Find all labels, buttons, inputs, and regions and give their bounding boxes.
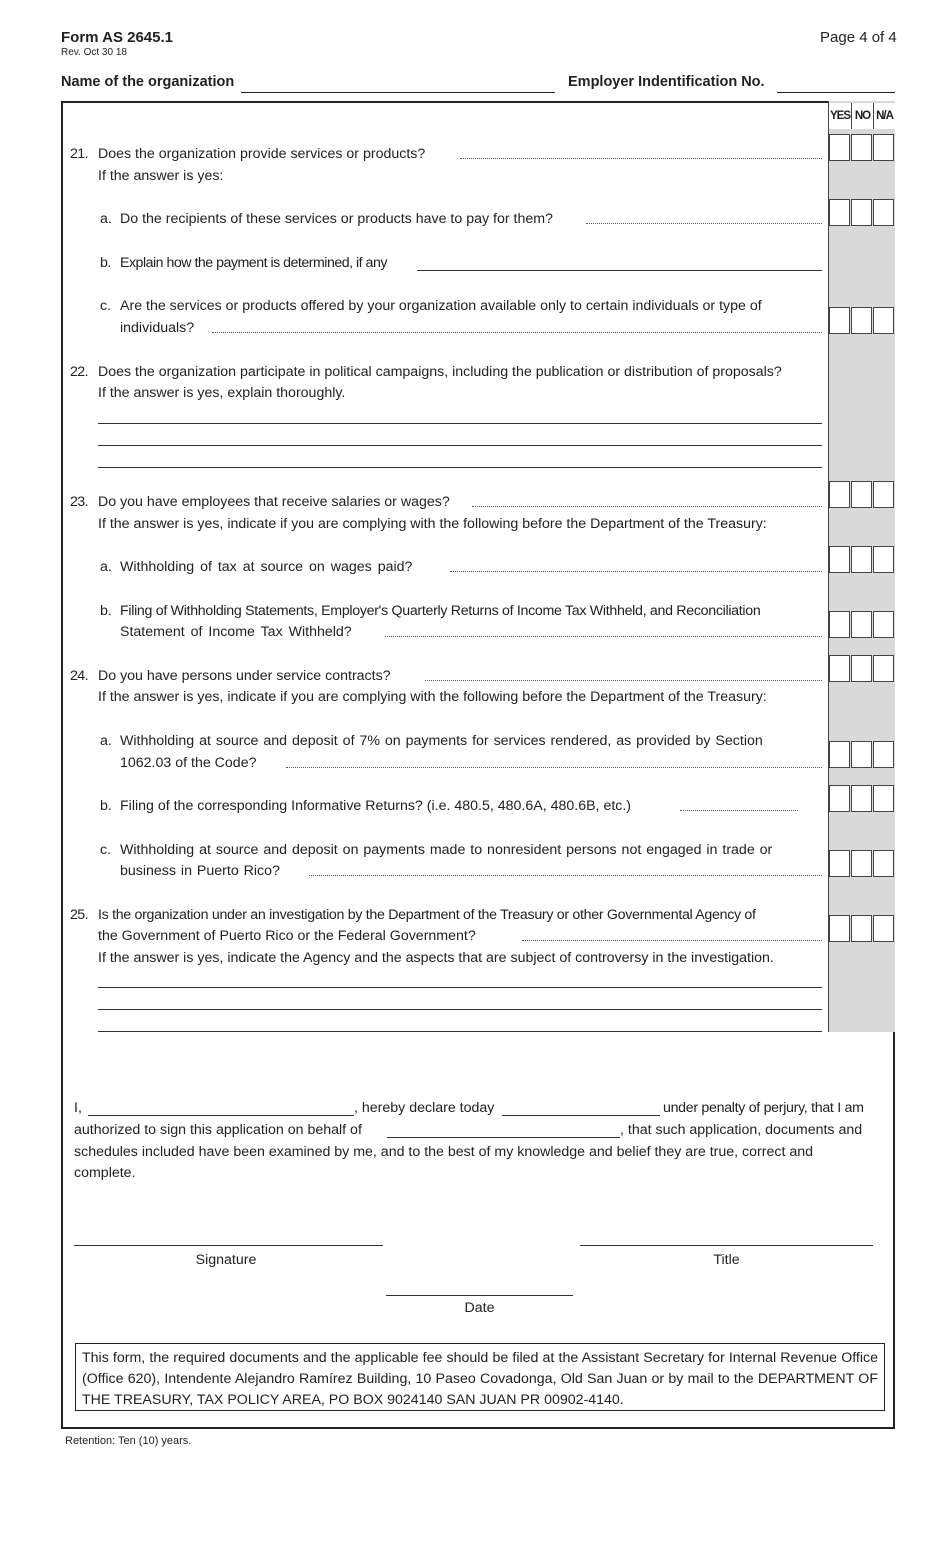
q23b-yes-checkbox[interactable] <box>829 611 850 638</box>
q21b-text: Explain how the payment is determined, if any <box>120 255 387 271</box>
date-field[interactable] <box>386 1295 573 1296</box>
q24b-label: b. <box>100 798 112 814</box>
q22-text: Does the organization participate in political campaigns, including the publication or distribution of proposals? <box>98 364 782 380</box>
q21c-yes-checkbox[interactable] <box>829 307 850 334</box>
q23b-no-checkbox[interactable] <box>851 611 872 638</box>
page-number: Page 4 of 4 <box>820 29 897 46</box>
q21a-text: Do the recipients of these services or products have to pay for them? <box>120 211 553 227</box>
leader-dots <box>385 636 822 637</box>
q24-followup: If the answer is yes, indicate if you are complying with the following before the Department of the Treasury: <box>98 689 767 705</box>
q23-followup: If the answer is yes, indicate if you are complying with the following before the Department of the Treasury: <box>98 516 767 532</box>
q25-answer-line-3[interactable] <box>98 1031 822 1032</box>
q21-number: 21. <box>70 146 88 162</box>
q24c-text-line1: Withholding at source and deposit on payments made to nonresident persons not engaged in trade or <box>120 842 773 858</box>
q21-text: Does the organization provide services or products? <box>98 146 426 162</box>
q21-yes-checkbox[interactable] <box>829 134 850 161</box>
q25-na-checkbox[interactable] <box>873 915 894 942</box>
q22-answer-line-2[interactable] <box>98 445 822 446</box>
q24c-no-checkbox[interactable] <box>851 850 872 877</box>
q25-answer-line-1[interactable] <box>98 987 822 988</box>
q24b-no-checkbox[interactable] <box>851 785 872 812</box>
q23b-na-checkbox[interactable] <box>873 611 894 638</box>
q24b-yes-checkbox[interactable] <box>829 785 850 812</box>
q24a-text-line2: 1062.03 of the Code? <box>120 755 257 771</box>
q24-text: Do you have persons under service contracts? <box>98 668 391 684</box>
date-label: Date <box>464 1300 495 1316</box>
signature-field[interactable] <box>74 1245 383 1246</box>
q24-number: 24. <box>70 668 88 684</box>
q24c-yes-checkbox[interactable] <box>829 850 850 877</box>
org-name-field[interactable] <box>241 92 555 93</box>
q22-answer-line-3[interactable] <box>98 467 822 468</box>
q23-yes-checkbox[interactable] <box>829 481 850 508</box>
leader-dots <box>472 506 822 507</box>
q24a-no-checkbox[interactable] <box>851 741 872 768</box>
q21-na-checkbox[interactable] <box>873 134 894 161</box>
q23a-no-checkbox[interactable] <box>851 546 872 573</box>
decl-line3: schedules included have been examined by me, and to the best of my knowledge and belief they are true, correct and <box>74 1144 813 1160</box>
q25-number: 25. <box>70 907 88 923</box>
leader-dots <box>522 940 822 941</box>
q21b-answer-line[interactable] <box>417 270 822 271</box>
decl-line4: complete. <box>74 1165 136 1181</box>
q23-no-checkbox[interactable] <box>851 481 872 508</box>
q24a-yes-checkbox[interactable] <box>829 741 850 768</box>
q24-no-checkbox[interactable] <box>851 655 872 682</box>
retention-note: Retention: Ten (10) years. <box>65 1435 192 1447</box>
q24c-na-checkbox[interactable] <box>873 850 894 877</box>
leader-dots <box>450 571 822 572</box>
title-field[interactable] <box>580 1245 873 1246</box>
q23-text: Do you have employees that receive salaries or wages? <box>98 494 450 510</box>
q21-no-checkbox[interactable] <box>851 134 872 161</box>
q21a-label: a. <box>100 211 112 227</box>
behalf-of-field[interactable] <box>387 1137 620 1138</box>
filing-instructions-box: This form, the required documents and the applicable fee should be filed at the Assistant Secretary for Internal Revenue Office (Office 620), Intendente Alejandro Ramírez Building, 10 Paseo Covadonga, Old San Juan or by mail to the DEPARTMENT OF THE TREASURY, TAX POLICY AREA, PO BOX 9024140 SAN JUAN PR 00902-4140. <box>75 1343 885 1411</box>
q21a-yes-checkbox[interactable] <box>829 199 850 226</box>
org-name-label: Name of the organization <box>61 74 235 90</box>
q21c-label: c. <box>100 298 112 314</box>
q25-no-checkbox[interactable] <box>851 915 872 942</box>
decl-hereby: , hereby declare today <box>354 1100 495 1116</box>
decl-penalty: under penalty of perjury, that I am <box>663 1100 864 1116</box>
decl-that-such: , that such application, documents and <box>620 1122 863 1138</box>
q22-answer-line-1[interactable] <box>98 423 822 424</box>
q24-yes-checkbox[interactable] <box>829 655 850 682</box>
leader-dots <box>680 810 798 811</box>
leader-dots <box>460 158 822 159</box>
q23a-na-checkbox[interactable] <box>873 546 894 573</box>
q23b-text-line2: Statement of Income Tax Withheld? <box>120 624 352 640</box>
q22-followup: If the answer is yes, explain thoroughly. <box>98 385 346 401</box>
q23b-label: b. <box>100 603 112 619</box>
q21a-na-checkbox[interactable] <box>873 199 894 226</box>
q24c-text-line2: business in Puerto Rico? <box>120 863 280 879</box>
q24a-text-line1: Withholding at source and deposit of 7% on payments for services rendered, as provided by Section <box>120 733 763 749</box>
form-title: Form AS 2645.1 <box>61 29 173 46</box>
q23b-text-line1: Filing of Withholding Statements, Employer's Quarterly Returns of Income Tax Withheld, and Reconciliation <box>120 603 761 619</box>
q25-followup: If the answer is yes, indicate the Agency and the aspects that are subject of controversy in the investigation. <box>98 950 774 966</box>
q24c-label: c. <box>100 842 112 858</box>
declaration-date-field[interactable] <box>502 1115 660 1116</box>
q25-text-line1: Is the organization under an investigation by the Department of the Treasury or other Governmental Agency of <box>98 907 756 923</box>
q23-na-checkbox[interactable] <box>873 481 894 508</box>
q22-number: 22. <box>70 364 88 380</box>
q24b-na-checkbox[interactable] <box>873 785 894 812</box>
no-column-header: NO <box>851 103 873 129</box>
q21c-text-line2: individuals? <box>120 320 195 336</box>
q23a-text: Withholding of tax at source on wages paid? <box>120 559 413 575</box>
q21c-text-line1: Are the services or products offered by your organization available only to certain individuals or type of <box>120 298 762 314</box>
q25-text-line2: the Government of Puerto Rico or the Federal Government? <box>98 928 476 944</box>
q24a-na-checkbox[interactable] <box>873 741 894 768</box>
leader-dots <box>309 875 822 876</box>
signature-label: Signature <box>195 1252 257 1268</box>
leader-dots <box>586 223 822 224</box>
q24b-text: Filing of the corresponding Informative Returns? (i.e. 480.5, 480.6A, 480.6B, etc.) <box>120 798 632 814</box>
q24a-label: a. <box>100 733 112 749</box>
form-revision: Rev. Oct 30 18 <box>61 47 127 58</box>
yes-column-header: YES <box>828 103 851 129</box>
decl-i: I, <box>74 1100 82 1116</box>
q24-na-checkbox[interactable] <box>873 655 894 682</box>
decl-authorized: authorized to sign this application on behalf of <box>74 1122 362 1138</box>
q21-followup: If the answer is yes: <box>98 168 224 184</box>
q21b-label: b. <box>100 255 111 271</box>
ein-label: Employer Indentification No. <box>568 74 765 90</box>
title-label: Title <box>713 1252 740 1268</box>
q21a-no-checkbox[interactable] <box>851 199 872 226</box>
q23a-label: a. <box>100 559 112 575</box>
q23-number: 23. <box>70 494 88 510</box>
q23a-yes-checkbox[interactable] <box>829 546 850 573</box>
q21c-na-checkbox[interactable] <box>873 307 894 334</box>
declarant-name-field[interactable] <box>88 1115 354 1116</box>
leader-dots <box>212 332 822 333</box>
ein-field[interactable] <box>777 92 895 93</box>
leader-dots <box>286 767 822 768</box>
q21c-no-checkbox[interactable] <box>851 307 872 334</box>
q25-yes-checkbox[interactable] <box>829 915 850 942</box>
q25-answer-line-2[interactable] <box>98 1009 822 1010</box>
leader-dots <box>425 680 822 681</box>
na-column-header: N/A <box>873 103 895 129</box>
